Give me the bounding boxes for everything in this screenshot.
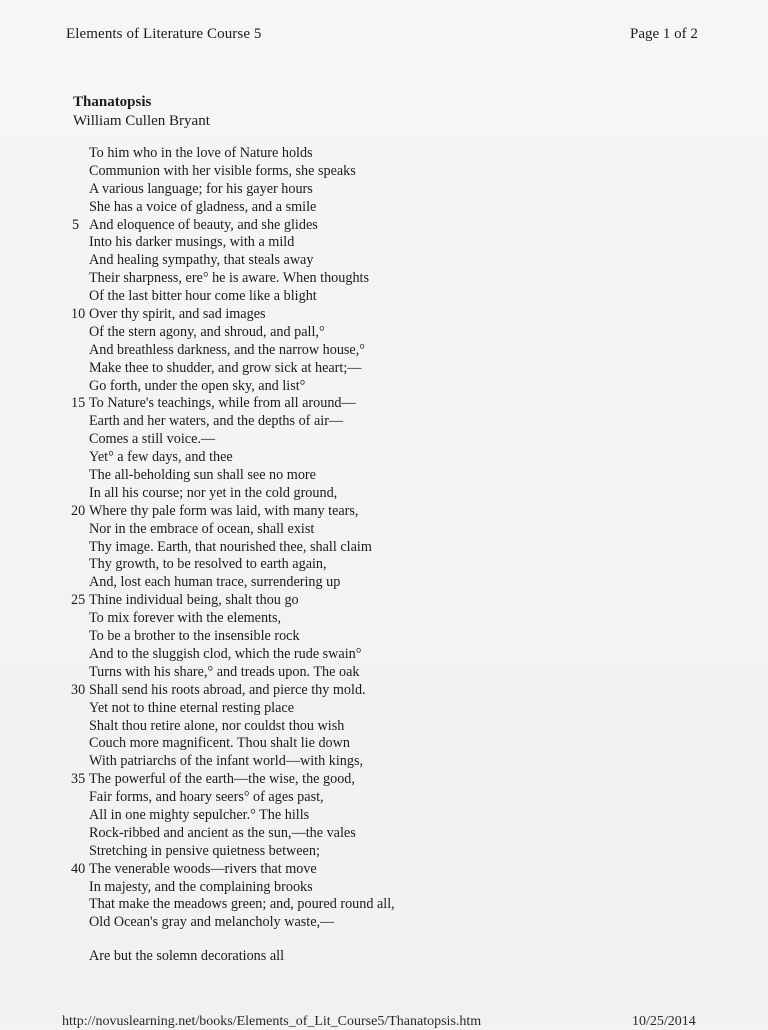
line-text: A various language; for his gayer hours — [89, 180, 313, 197]
poem-line — [0, 521, 768, 539]
line-text: Rock-ribbed and ancient as the sun,—the vales — [89, 824, 356, 841]
poem-line — [0, 914, 768, 932]
line-text: The venerable woods—rivers that move — [89, 860, 317, 877]
poem-line — [0, 234, 768, 252]
poem-line — [0, 360, 768, 378]
poem-line — [0, 252, 768, 270]
line-text: Of the stern agony, and shroud, and pall,° — [89, 323, 325, 340]
line-text: And to the sluggish clod, which the rude swain° — [89, 645, 362, 662]
poem-line — [0, 610, 768, 628]
poem-line — [0, 556, 768, 574]
print-date: 10/25/2014 — [632, 1014, 696, 1029]
poem-line — [0, 467, 768, 485]
poem-line — [0, 843, 768, 861]
line-text: All in one mighty sepulcher.° The hills — [89, 806, 310, 823]
page-indicator: Page 1 of 2 — [630, 26, 698, 42]
line-text: Over thy spirit, and sad images — [89, 306, 266, 323]
poem-line — [0, 664, 768, 682]
poem-line — [0, 413, 768, 431]
poem-line — [0, 306, 768, 324]
line-text: Yet not to thine eternal resting place — [89, 699, 295, 716]
poem-line — [0, 145, 768, 163]
line-number: 20 — [71, 502, 86, 519]
line-text: And eloquence of beauty, and she glides — [89, 216, 318, 233]
poem-line — [0, 700, 768, 718]
poem-body — [0, 145, 768, 932]
poem-line — [0, 771, 768, 789]
line-text: In all his course; nor yet in the cold ground, — [89, 484, 338, 501]
line-text: With patriarchs of the infant world—with kings, — [89, 753, 364, 770]
line-text: That make the meadows green; and, poured round all, — [89, 896, 395, 913]
line-text: To mix forever with the elements, — [89, 610, 282, 627]
poem-author: William Cullen Bryant — [73, 113, 210, 129]
line-text: Shall send his roots abroad, and pierce thy mold. — [89, 681, 366, 698]
poem-line — [0, 861, 768, 879]
line-text: And healing sympathy, that steals away — [89, 252, 314, 269]
poem-title: Thanatopsis — [73, 94, 152, 110]
line-text: She has a voice of gladness, and a smile — [89, 198, 317, 215]
poem-line — [0, 217, 768, 235]
line-number: 15 — [71, 395, 86, 412]
line-text: To Nature's teachings, while from all around— — [89, 395, 356, 412]
poem-line — [0, 324, 768, 342]
line-text: Shalt thou retire alone, nor couldst thou wish — [89, 717, 345, 734]
line-number: 10 — [71, 306, 86, 323]
poem-line — [0, 718, 768, 736]
line-text: Into his darker musings, with a mild — [89, 234, 295, 251]
course-header: Elements of Literature Course 5 — [66, 26, 262, 42]
line-text: Go forth, under the open sky, and list° — [89, 377, 306, 394]
poem-line — [0, 646, 768, 664]
poem-line — [0, 288, 768, 306]
poem-line — [0, 539, 768, 557]
line-text: Make thee to shudder, and grow sick at heart;— — [89, 359, 362, 376]
line-number: 25 — [71, 592, 86, 609]
poem-line — [0, 378, 768, 396]
source-url: http://novuslearning.net/books/Elements_of_Lit_Course5/Thanatopsis.htm — [62, 1014, 482, 1029]
poem-line — [0, 735, 768, 753]
poem-line — [0, 574, 768, 592]
poem-line — [0, 449, 768, 467]
line-number: 5 — [72, 216, 80, 233]
line-text: Communion with her visible forms, she speaks — [89, 162, 356, 179]
line-text: Thy image. Earth, that nourished thee, shall claim — [89, 538, 372, 555]
line-text: Nor in the embrace of ocean, shall exist — [89, 520, 315, 537]
poem-line — [0, 342, 768, 360]
poem-line — [0, 395, 768, 413]
poem-line — [0, 592, 768, 610]
poem-line — [0, 682, 768, 700]
line-text: The all-beholding sun shall see no more — [89, 467, 316, 484]
poem-line — [0, 199, 768, 217]
poem-line — [0, 825, 768, 843]
poem-line — [0, 163, 768, 181]
line-text: Stretching in pensive quietness between; — [89, 842, 320, 859]
line-text: Comes a still voice.— — [89, 431, 216, 448]
line-text: Fair forms, and hoary seers° of ages past, — [89, 789, 324, 806]
poem-line — [0, 485, 768, 503]
line-number: 30 — [71, 681, 86, 698]
line-text: Old Ocean's gray and melancholy waste,— — [89, 914, 335, 931]
line-text: And, lost each human trace, surrendering up — [89, 574, 341, 591]
poem-line — [0, 789, 768, 807]
line-text: Couch more magnificent. Thou shalt lie down — [89, 735, 350, 752]
poem-closing-line: Are but the solemn decorations all — [89, 948, 285, 964]
poem-line — [0, 807, 768, 825]
line-text: To him who in the love of Nature holds — [89, 145, 313, 161]
line-text: Turns with his share,° and treads upon. The oak — [89, 663, 360, 680]
poem-line — [0, 431, 768, 449]
poem-line — [0, 896, 768, 914]
line-text: The powerful of the earth—the wise, the good, — [89, 771, 355, 788]
poem-line — [0, 270, 768, 288]
poem-line — [0, 753, 768, 771]
line-text: Thine individual being, shalt thou go — [89, 592, 299, 609]
line-number: 40 — [71, 860, 86, 877]
poem-line — [0, 879, 768, 897]
line-text: Earth and her waters, and the depths of air— — [89, 413, 344, 430]
line-text: And breathless darkness, and the narrow house,° — [89, 341, 365, 358]
line-number: 35 — [71, 771, 86, 788]
line-text: In majesty, and the complaining brooks — [89, 878, 313, 895]
line-text: Yet° a few days, and thee — [89, 449, 233, 466]
line-text: Their sharpness, ere° he is aware. When thoughts — [89, 270, 370, 287]
line-text: Thy growth, to be resolved to earth again, — [89, 556, 327, 573]
poem-line — [0, 628, 768, 646]
line-text: Of the last bitter hour come like a blight — [89, 288, 317, 305]
line-text: To be a brother to the insensible rock — [89, 628, 300, 645]
poem-line — [0, 503, 768, 521]
poem-line — [0, 181, 768, 199]
line-text: Where thy pale form was laid, with many tears, — [89, 502, 359, 519]
